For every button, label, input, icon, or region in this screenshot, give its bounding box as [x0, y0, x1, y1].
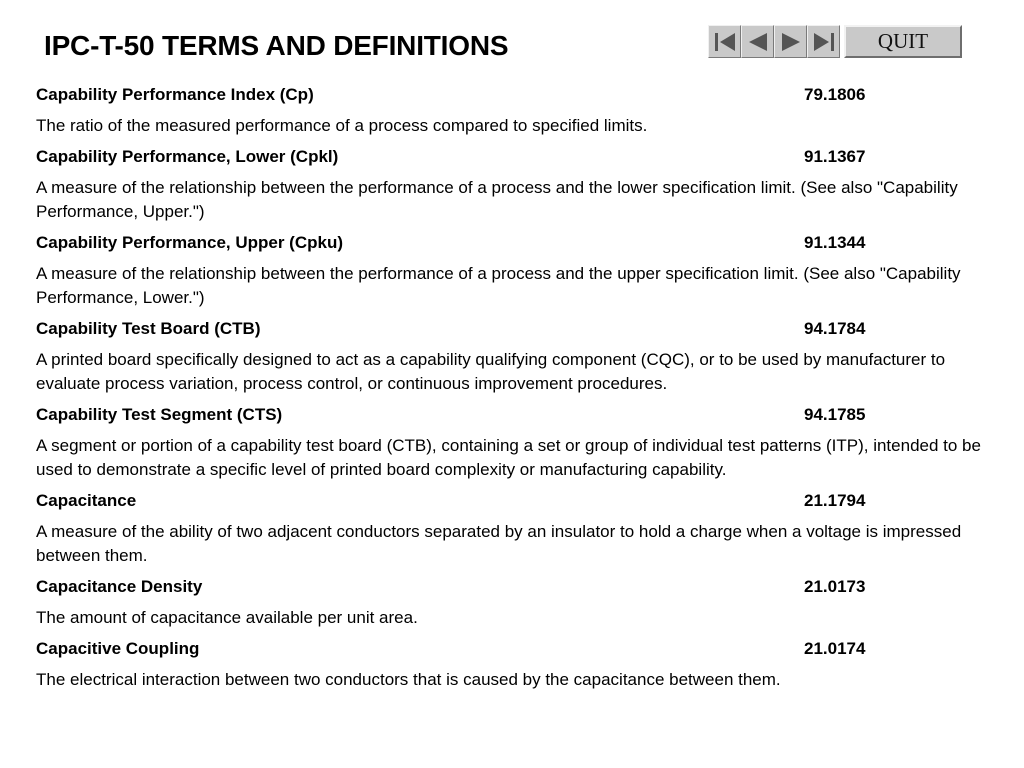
term-row — [36, 403, 1006, 434]
definitions-list — [36, 83, 1006, 699]
term-row — [36, 637, 1006, 668]
term-row — [36, 575, 1006, 606]
term-definition: A measure of the relationship between the performance of a process and the upper specification limit. (See also "Capability Performance, Lower.") — [36, 264, 961, 307]
navigation-bar — [708, 25, 962, 58]
term-name: Capability Performance, Upper (Cpku) — [36, 233, 344, 252]
previous-page-button[interactable] — [741, 25, 774, 58]
term-definition: A segment or portion of a capability test board (CTB), containing a set or group of individual test patterns (ITP), intended to be used to demonstrate a specific level of printed board complexity or manufacturing capability. — [36, 436, 981, 479]
term-name: Capability Test Segment (CTS) — [36, 405, 283, 424]
term-number: 91.1367 — [804, 147, 866, 166]
quit-button[interactable]: QUIT — [844, 25, 962, 58]
term-row — [36, 145, 1006, 176]
next-page-button[interactable] — [774, 25, 807, 58]
previous-page-icon — [745, 30, 771, 54]
term-definition: A printed board specifically designed to act as a capability qualifying component (CQC), or to be used by manufacturer to evaluate process variation, process control, or continuous improvement procedures. — [36, 350, 946, 393]
term-name: Capacitance Density — [36, 577, 203, 596]
page-title: IPC-T-50 TERMS AND DEFINITIONS — [44, 30, 509, 61]
term-number: 21.1794 — [804, 491, 866, 510]
term-name: Capability Performance, Lower (Cpkl) — [36, 147, 339, 166]
term-number: 94.1785 — [804, 405, 866, 424]
next-page-icon — [778, 30, 804, 54]
term-number: 94.1784 — [804, 319, 866, 338]
term-definition: A measure of the ability of two adjacent conductors separated by an insulator to hold a charge when a voltage is impressed between them. — [36, 522, 962, 565]
term-definition: A measure of the relationship between the performance of a process and the lower specification limit. (See also "Capability Performance, Upper.") — [36, 178, 958, 221]
term-definition: The electrical interaction between two conductors that is caused by the capacitance between them. — [36, 670, 781, 689]
term-row — [36, 489, 1006, 520]
first-page-icon — [712, 30, 738, 54]
term-definition: The amount of capacitance available per unit area. — [36, 608, 418, 627]
term-name: Capability Test Board (CTB) — [36, 319, 261, 338]
term-number: 91.1344 — [804, 233, 866, 252]
term-number: 21.0173 — [804, 577, 866, 596]
term-number: 21.0174 — [804, 639, 866, 658]
term-name: Capacitance — [36, 491, 137, 510]
term-row — [36, 317, 1006, 348]
first-page-button[interactable] — [708, 25, 741, 58]
last-page-icon — [811, 30, 837, 54]
term-name: Capability Performance Index (Cp) — [36, 85, 314, 104]
term-number: 79.1806 — [804, 85, 866, 104]
term-definition: The ratio of the measured performance of a process compared to specified limits. — [36, 116, 648, 135]
term-row — [36, 83, 1006, 114]
last-page-button[interactable] — [807, 25, 840, 58]
term-name: Capacitive Coupling — [36, 639, 200, 658]
term-row — [36, 231, 1006, 262]
